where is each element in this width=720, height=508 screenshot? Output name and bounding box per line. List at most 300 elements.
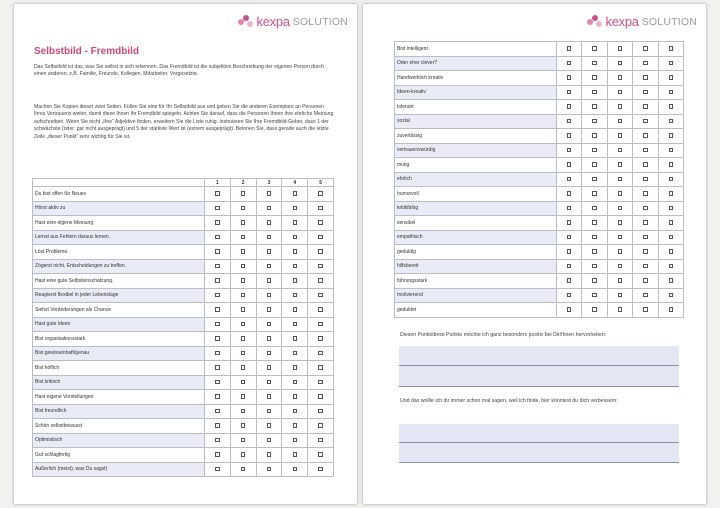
checkbox-icon[interactable]	[567, 264, 572, 269]
rating-cell-1[interactable]	[205, 187, 231, 202]
checkbox-icon[interactable]	[318, 365, 323, 370]
rating-cell-3[interactable]	[256, 346, 282, 361]
checkbox-icon[interactable]	[267, 191, 272, 196]
checkbox-icon[interactable]	[293, 351, 298, 356]
rating-cell-1[interactable]	[557, 42, 582, 57]
rating-cell-5[interactable]	[658, 230, 683, 245]
rating-cell-1[interactable]	[205, 419, 231, 434]
rating-cell-4[interactable]	[633, 71, 658, 86]
checkbox-icon[interactable]	[293, 191, 298, 196]
checkbox-icon[interactable]	[241, 452, 246, 457]
checkbox-icon[interactable]	[567, 293, 572, 298]
checkbox-icon[interactable]	[241, 423, 246, 428]
checkbox-icon[interactable]	[215, 307, 220, 312]
rating-cell-4[interactable]	[282, 332, 308, 347]
checkbox-icon[interactable]	[215, 380, 220, 385]
checkbox-icon[interactable]	[215, 191, 220, 196]
rating-cell-3[interactable]	[607, 274, 632, 289]
checkbox-icon[interactable]	[643, 191, 648, 196]
checkbox-icon[interactable]	[643, 307, 648, 312]
rating-cell-2[interactable]	[582, 172, 607, 187]
checkbox-icon[interactable]	[215, 365, 220, 370]
rating-cell-3[interactable]	[256, 230, 282, 245]
checkbox-icon[interactable]	[241, 351, 246, 356]
checkbox-icon[interactable]	[618, 133, 623, 138]
checkbox-icon[interactable]	[567, 61, 572, 66]
rating-cell-2[interactable]	[582, 245, 607, 260]
checkbox-icon[interactable]	[318, 249, 323, 254]
checkbox-icon[interactable]	[318, 409, 323, 414]
rating-cell-3[interactable]	[607, 187, 632, 202]
checkbox-icon[interactable]	[669, 307, 674, 312]
rating-cell-5[interactable]	[658, 158, 683, 173]
checkbox-icon[interactable]	[618, 293, 623, 298]
checkbox-icon[interactable]	[643, 75, 648, 80]
checkbox-icon[interactable]	[318, 336, 323, 341]
checkbox-icon[interactable]	[293, 278, 298, 283]
rating-cell-5[interactable]	[658, 71, 683, 86]
rating-cell-4[interactable]	[282, 274, 308, 289]
rating-cell-2[interactable]	[230, 201, 256, 216]
rating-cell-2[interactable]	[230, 404, 256, 419]
rating-cell-4[interactable]	[282, 419, 308, 434]
checkbox-icon[interactable]	[567, 177, 572, 182]
checkbox-icon[interactable]	[643, 220, 648, 225]
rating-cell-3[interactable]	[607, 303, 632, 318]
checkbox-icon[interactable]	[318, 307, 323, 312]
rating-cell-1[interactable]	[205, 346, 231, 361]
rating-cell-3[interactable]	[256, 404, 282, 419]
checkbox-icon[interactable]	[241, 409, 246, 414]
rating-cell-3[interactable]	[256, 390, 282, 405]
checkbox-icon[interactable]	[293, 264, 298, 269]
rating-cell-4[interactable]	[633, 201, 658, 216]
checkbox-icon[interactable]	[567, 220, 572, 225]
rating-cell-5[interactable]	[658, 42, 683, 57]
checkbox-icon[interactable]	[669, 75, 674, 80]
checkbox-icon[interactable]	[318, 452, 323, 457]
rating-cell-3[interactable]	[256, 245, 282, 260]
rating-cell-4[interactable]	[633, 85, 658, 100]
checkbox-icon[interactable]	[592, 133, 597, 138]
checkbox-icon[interactable]	[643, 235, 648, 240]
checkbox-icon[interactable]	[592, 293, 597, 298]
checkbox-icon[interactable]	[592, 235, 597, 240]
checkbox-icon[interactable]	[267, 365, 272, 370]
rating-cell-1[interactable]	[205, 317, 231, 332]
checkbox-icon[interactable]	[293, 322, 298, 327]
checkbox-icon[interactable]	[643, 278, 648, 283]
rating-cell-5[interactable]	[308, 404, 334, 419]
rating-cell-2[interactable]	[230, 274, 256, 289]
rating-cell-1[interactable]	[205, 375, 231, 390]
checkbox-icon[interactable]	[318, 322, 323, 327]
checkbox-icon[interactable]	[643, 46, 648, 51]
checkbox-icon[interactable]	[669, 235, 674, 240]
rating-cell-5[interactable]	[658, 201, 683, 216]
checkbox-icon[interactable]	[267, 380, 272, 385]
checkbox-icon[interactable]	[669, 264, 674, 269]
rating-cell-3[interactable]	[607, 201, 632, 216]
checkbox-icon[interactable]	[669, 191, 674, 196]
checkbox-icon[interactable]	[592, 177, 597, 182]
checkbox-icon[interactable]	[643, 162, 648, 167]
checkbox-icon[interactable]	[643, 148, 648, 153]
rating-cell-2[interactable]	[230, 317, 256, 332]
rating-cell-2[interactable]	[582, 201, 607, 216]
rating-cell-3[interactable]	[256, 317, 282, 332]
checkbox-icon[interactable]	[567, 75, 572, 80]
rating-cell-1[interactable]	[557, 56, 582, 71]
checkbox-icon[interactable]	[241, 264, 246, 269]
checkbox-icon[interactable]	[618, 148, 623, 153]
rating-cell-3[interactable]	[256, 433, 282, 448]
rating-cell-5[interactable]	[308, 390, 334, 405]
rating-cell-5[interactable]	[658, 303, 683, 318]
checkbox-icon[interactable]	[241, 380, 246, 385]
rating-cell-5[interactable]	[308, 462, 334, 477]
rating-cell-4[interactable]	[282, 288, 308, 303]
checkbox-icon[interactable]	[241, 249, 246, 254]
checkbox-icon[interactable]	[267, 394, 272, 399]
checkbox-icon[interactable]	[618, 307, 623, 312]
rating-cell-4[interactable]	[633, 288, 658, 303]
rating-cell-5[interactable]	[658, 143, 683, 158]
checkbox-icon[interactable]	[618, 162, 623, 167]
checkbox-icon[interactable]	[267, 307, 272, 312]
rating-cell-5[interactable]	[308, 274, 334, 289]
rating-cell-3[interactable]	[607, 71, 632, 86]
rating-cell-4[interactable]	[282, 259, 308, 274]
rating-cell-3[interactable]	[607, 85, 632, 100]
rating-cell-1[interactable]	[557, 187, 582, 202]
checkbox-icon[interactable]	[293, 380, 298, 385]
checkbox-icon[interactable]	[293, 307, 298, 312]
rating-cell-2[interactable]	[582, 230, 607, 245]
rating-cell-3[interactable]	[607, 100, 632, 115]
rating-cell-3[interactable]	[256, 462, 282, 477]
checkbox-icon[interactable]	[618, 90, 623, 95]
checkbox-icon[interactable]	[592, 119, 597, 124]
rating-cell-2[interactable]	[230, 346, 256, 361]
checkbox-icon[interactable]	[267, 264, 272, 269]
checkbox-icon[interactable]	[669, 46, 674, 51]
rating-cell-2[interactable]	[230, 390, 256, 405]
checkbox-icon[interactable]	[567, 133, 572, 138]
rating-cell-5[interactable]	[658, 288, 683, 303]
rating-cell-4[interactable]	[282, 448, 308, 463]
checkbox-icon[interactable]	[215, 235, 220, 240]
checkbox-icon[interactable]	[215, 351, 220, 356]
rating-cell-5[interactable]	[658, 187, 683, 202]
rating-cell-4[interactable]	[633, 42, 658, 57]
checkbox-icon[interactable]	[669, 177, 674, 182]
rating-cell-5[interactable]	[308, 288, 334, 303]
checkbox-icon[interactable]	[293, 206, 298, 211]
checkbox-icon[interactable]	[267, 278, 272, 283]
checkbox-icon[interactable]	[618, 119, 623, 124]
rating-cell-1[interactable]	[557, 259, 582, 274]
rating-cell-2[interactable]	[582, 100, 607, 115]
checkbox-icon[interactable]	[567, 162, 572, 167]
rating-cell-4[interactable]	[282, 433, 308, 448]
rating-cell-3[interactable]	[256, 288, 282, 303]
checkbox-icon[interactable]	[293, 293, 298, 298]
checkbox-icon[interactable]	[215, 409, 220, 414]
rating-cell-3[interactable]	[256, 361, 282, 376]
checkbox-icon[interactable]	[618, 191, 623, 196]
checkbox-icon[interactable]	[592, 61, 597, 66]
checkbox-icon[interactable]	[592, 206, 597, 211]
rating-cell-3[interactable]	[607, 230, 632, 245]
rating-cell-2[interactable]	[230, 332, 256, 347]
checkbox-icon[interactable]	[241, 191, 246, 196]
rating-cell-4[interactable]	[282, 346, 308, 361]
checkbox-icon[interactable]	[215, 423, 220, 428]
rating-cell-2[interactable]	[582, 129, 607, 144]
checkbox-icon[interactable]	[215, 467, 220, 472]
checkbox-icon[interactable]	[318, 438, 323, 443]
checkbox-icon[interactable]	[618, 249, 623, 254]
checkbox-icon[interactable]	[669, 220, 674, 225]
rating-cell-5[interactable]	[658, 274, 683, 289]
rating-cell-4[interactable]	[282, 230, 308, 245]
rating-cell-4[interactable]	[633, 158, 658, 173]
rating-cell-2[interactable]	[582, 143, 607, 158]
checkbox-icon[interactable]	[567, 148, 572, 153]
rating-cell-4[interactable]	[633, 114, 658, 129]
rating-cell-5[interactable]	[308, 346, 334, 361]
checkbox-icon[interactable]	[618, 61, 623, 66]
checkbox-icon[interactable]	[215, 249, 220, 254]
checkbox-icon[interactable]	[241, 394, 246, 399]
rating-cell-5[interactable]	[308, 433, 334, 448]
checkbox-icon[interactable]	[215, 438, 220, 443]
rating-cell-2[interactable]	[582, 71, 607, 86]
rating-cell-5[interactable]	[308, 419, 334, 434]
checkbox-icon[interactable]	[241, 278, 246, 283]
checkbox-icon[interactable]	[567, 307, 572, 312]
rating-cell-2[interactable]	[230, 375, 256, 390]
checkbox-icon[interactable]	[241, 220, 246, 225]
rating-cell-1[interactable]	[205, 433, 231, 448]
rating-cell-4[interactable]	[282, 361, 308, 376]
checkbox-icon[interactable]	[592, 220, 597, 225]
checkbox-icon[interactable]	[643, 119, 648, 124]
rating-cell-1[interactable]	[557, 129, 582, 144]
checkbox-icon[interactable]	[669, 278, 674, 283]
checkbox-icon[interactable]	[293, 235, 298, 240]
checkbox-icon[interactable]	[215, 336, 220, 341]
checkbox-icon[interactable]	[293, 409, 298, 414]
rating-cell-2[interactable]	[230, 462, 256, 477]
checkbox-icon[interactable]	[592, 162, 597, 167]
checkbox-icon[interactable]	[215, 206, 220, 211]
rating-cell-2[interactable]	[230, 245, 256, 260]
rating-cell-2[interactable]	[230, 448, 256, 463]
checkbox-icon[interactable]	[318, 264, 323, 269]
rating-cell-5[interactable]	[308, 375, 334, 390]
rating-cell-1[interactable]	[557, 245, 582, 260]
checkbox-icon[interactable]	[241, 206, 246, 211]
rating-cell-5[interactable]	[308, 361, 334, 376]
rating-cell-1[interactable]	[205, 448, 231, 463]
rating-cell-5[interactable]	[308, 230, 334, 245]
rating-cell-3[interactable]	[256, 187, 282, 202]
rating-cell-5[interactable]	[308, 201, 334, 216]
rating-cell-4[interactable]	[282, 201, 308, 216]
checkbox-icon[interactable]	[567, 206, 572, 211]
rating-cell-1[interactable]	[557, 172, 582, 187]
rating-cell-3[interactable]	[607, 245, 632, 260]
rating-cell-1[interactable]	[205, 216, 231, 231]
rating-cell-4[interactable]	[633, 129, 658, 144]
rating-cell-4[interactable]	[282, 404, 308, 419]
rating-cell-3[interactable]	[256, 375, 282, 390]
checkbox-icon[interactable]	[567, 119, 572, 124]
checkbox-icon[interactable]	[592, 264, 597, 269]
rating-cell-2[interactable]	[582, 56, 607, 71]
checkbox-icon[interactable]	[318, 206, 323, 211]
improvement-note-lines[interactable]	[399, 424, 679, 462]
checkbox-icon[interactable]	[669, 119, 674, 124]
rating-cell-4[interactable]	[633, 259, 658, 274]
checkbox-icon[interactable]	[241, 293, 246, 298]
checkbox-icon[interactable]	[215, 394, 220, 399]
rating-cell-2[interactable]	[582, 303, 607, 318]
rating-cell-4[interactable]	[282, 216, 308, 231]
checkbox-icon[interactable]	[293, 220, 298, 225]
checkbox-icon[interactable]	[293, 249, 298, 254]
checkbox-icon[interactable]	[215, 452, 220, 457]
checkbox-icon[interactable]	[267, 293, 272, 298]
rating-cell-1[interactable]	[205, 390, 231, 405]
rating-cell-3[interactable]	[607, 158, 632, 173]
rating-cell-2[interactable]	[582, 85, 607, 100]
checkbox-icon[interactable]	[241, 336, 246, 341]
checkbox-icon[interactable]	[241, 438, 246, 443]
positive-note-lines[interactable]	[399, 346, 679, 386]
rating-cell-5[interactable]	[308, 187, 334, 202]
rating-cell-3[interactable]	[607, 114, 632, 129]
checkbox-icon[interactable]	[618, 220, 623, 225]
rating-cell-3[interactable]	[607, 259, 632, 274]
rating-cell-5[interactable]	[308, 303, 334, 318]
rating-cell-4[interactable]	[633, 100, 658, 115]
checkbox-icon[interactable]	[267, 452, 272, 457]
checkbox-icon[interactable]	[318, 235, 323, 240]
checkbox-icon[interactable]	[567, 235, 572, 240]
checkbox-icon[interactable]	[241, 235, 246, 240]
rating-cell-3[interactable]	[256, 201, 282, 216]
rating-cell-5[interactable]	[658, 56, 683, 71]
rating-cell-1[interactable]	[557, 230, 582, 245]
checkbox-icon[interactable]	[643, 177, 648, 182]
rating-cell-2[interactable]	[582, 288, 607, 303]
rating-cell-5[interactable]	[658, 100, 683, 115]
checkbox-icon[interactable]	[215, 322, 220, 327]
rating-cell-1[interactable]	[205, 259, 231, 274]
checkbox-icon[interactable]	[215, 220, 220, 225]
rating-cell-1[interactable]	[557, 85, 582, 100]
rating-cell-2[interactable]	[230, 419, 256, 434]
rating-cell-1[interactable]	[205, 332, 231, 347]
checkbox-icon[interactable]	[318, 467, 323, 472]
rating-cell-4[interactable]	[282, 317, 308, 332]
checkbox-icon[interactable]	[241, 322, 246, 327]
checkbox-icon[interactable]	[318, 423, 323, 428]
checkbox-icon[interactable]	[318, 220, 323, 225]
checkbox-icon[interactable]	[592, 278, 597, 283]
checkbox-icon[interactable]	[618, 46, 623, 51]
rating-cell-1[interactable]	[205, 303, 231, 318]
checkbox-icon[interactable]	[293, 336, 298, 341]
rating-cell-2[interactable]	[230, 288, 256, 303]
checkbox-icon[interactable]	[592, 104, 597, 109]
checkbox-icon[interactable]	[241, 307, 246, 312]
rating-cell-3[interactable]	[607, 216, 632, 231]
rating-cell-1[interactable]	[557, 158, 582, 173]
checkbox-icon[interactable]	[592, 249, 597, 254]
rating-cell-3[interactable]	[607, 143, 632, 158]
rating-cell-4[interactable]	[282, 390, 308, 405]
rating-cell-4[interactable]	[633, 56, 658, 71]
checkbox-icon[interactable]	[618, 264, 623, 269]
checkbox-icon[interactable]	[318, 191, 323, 196]
rating-cell-3[interactable]	[607, 42, 632, 57]
rating-cell-3[interactable]	[256, 303, 282, 318]
checkbox-icon[interactable]	[643, 104, 648, 109]
rating-cell-5[interactable]	[658, 114, 683, 129]
checkbox-icon[interactable]	[643, 264, 648, 269]
rating-cell-4[interactable]	[633, 245, 658, 260]
checkbox-icon[interactable]	[643, 249, 648, 254]
rating-cell-1[interactable]	[557, 201, 582, 216]
rating-cell-3[interactable]	[607, 288, 632, 303]
rating-cell-1[interactable]	[557, 71, 582, 86]
checkbox-icon[interactable]	[618, 235, 623, 240]
checkbox-icon[interactable]	[643, 293, 648, 298]
checkbox-icon[interactable]	[592, 90, 597, 95]
checkbox-icon[interactable]	[267, 220, 272, 225]
rating-cell-2[interactable]	[230, 433, 256, 448]
rating-cell-3[interactable]	[607, 129, 632, 144]
rating-cell-1[interactable]	[557, 114, 582, 129]
rating-cell-5[interactable]	[308, 216, 334, 231]
rating-cell-1[interactable]	[557, 274, 582, 289]
rating-cell-3[interactable]	[256, 419, 282, 434]
rating-cell-4[interactable]	[633, 230, 658, 245]
checkbox-icon[interactable]	[267, 322, 272, 327]
rating-cell-1[interactable]	[205, 361, 231, 376]
checkbox-icon[interactable]	[293, 467, 298, 472]
checkbox-icon[interactable]	[592, 307, 597, 312]
checkbox-icon[interactable]	[643, 61, 648, 66]
rating-cell-3[interactable]	[256, 259, 282, 274]
rating-cell-1[interactable]	[557, 216, 582, 231]
rating-cell-5[interactable]	[658, 245, 683, 260]
checkbox-icon[interactable]	[592, 148, 597, 153]
checkbox-icon[interactable]	[241, 467, 246, 472]
checkbox-icon[interactable]	[618, 177, 623, 182]
checkbox-icon[interactable]	[293, 423, 298, 428]
checkbox-icon[interactable]	[267, 249, 272, 254]
rating-cell-4[interactable]	[282, 187, 308, 202]
checkbox-icon[interactable]	[592, 75, 597, 80]
rating-cell-3[interactable]	[256, 332, 282, 347]
rating-cell-2[interactable]	[582, 42, 607, 57]
rating-cell-2[interactable]	[230, 230, 256, 245]
